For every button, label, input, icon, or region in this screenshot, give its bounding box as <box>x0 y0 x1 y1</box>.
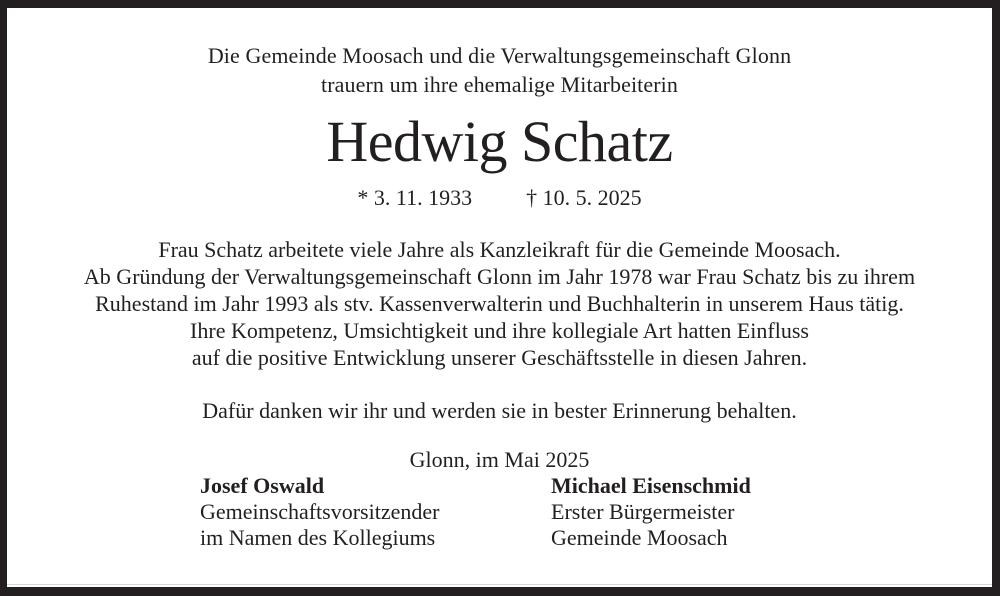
frame-left-border <box>0 0 7 596</box>
tribute-line: Ihre Kompetenz, Umsichtigkeit und ihre kollegiale Art hatten Einfluss <box>190 318 809 343</box>
place-date-line: Glonn, im Mai 2025 <box>409 447 590 472</box>
frame-bottom-border <box>0 587 1000 596</box>
mourning-header-line1: Die Gemeinde Moosach und die Verwaltungsgemeinschaft Glonn <box>207 43 792 68</box>
tribute-line: Frau Schatz arbeitete viele Jahre als Kanzleikraft für die Gemeinde Moosach. <box>158 237 841 262</box>
death-date: † 10. 5. 2025 <box>526 185 642 210</box>
tribute-line: auf die positive Entwicklung unserer Geschäftsstelle in diesen Jahren. <box>191 345 808 370</box>
signer-role: Erster Bürgermeister <box>551 499 735 524</box>
signature-right <box>551 473 751 551</box>
signer-name: Michael Eisenschmid <box>551 473 751 498</box>
birth-date: * 3. 11. 1933 <box>357 185 473 210</box>
tribute-line: Ruhestand im Jahr 1993 als stv. Kassenverwalterin und Buchhalterin in unserem Haus tätig. <box>95 291 904 316</box>
signer-role: Gemeinde Moosach <box>551 525 728 550</box>
tribute-line: Ab Gründung der Verwaltungsgemeinschaft Glonn im Jahr 1978 war Frau Schatz bis zu ihrem <box>83 264 916 289</box>
thanks-line: Dafür danken wir ihr und werden sie in bester Erinnerung behalten. <box>202 398 797 423</box>
life-dates <box>7 185 992 211</box>
mourning-header-line2: trauern um ihre ehemalige Mitarbeiterin <box>321 72 678 97</box>
frame-top-border <box>0 0 1000 8</box>
signer-role: im Namen des Kollegiums <box>200 525 436 550</box>
mourning-header <box>7 41 992 99</box>
signer-role: Gemeinschaftsvorsitzender <box>200 499 440 524</box>
signature-left <box>200 473 439 551</box>
signer-name: Josef Oswald <box>200 473 325 498</box>
notice-content <box>7 8 992 587</box>
tribute-paragraph <box>7 236 992 371</box>
frame-right-border <box>992 0 1000 596</box>
deceased-name: Hedwig Schatz <box>326 109 673 174</box>
